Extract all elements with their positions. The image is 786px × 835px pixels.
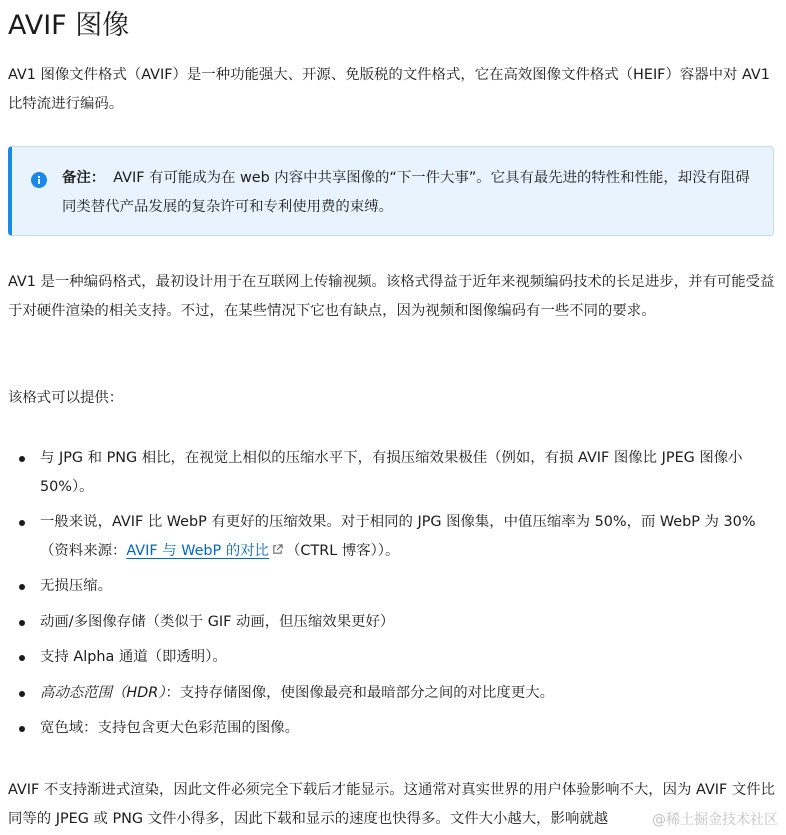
- feature-animation: 动画/多图像存储（类似于 GIF 动画，但压缩效果更好）: [40, 613, 395, 630]
- list-item: [8, 608, 778, 637]
- list-item: [8, 508, 778, 565]
- external-link-icon: [272, 544, 283, 555]
- intro-paragraph: AV1 图像文件格式（AVIF）是一种功能强大、开源、免版税的文件格式，它在高效图像文件格式（HEIF）容器中对 AV1 比特流进行编码。: [8, 67, 770, 112]
- feature-list: [8, 444, 778, 750]
- feature-jpg-png: 与 JPG 和 PNG 相比，在视觉上相似的压缩水平下，有损压缩效果极佳（例如，有损 AVIF 图像比 JPEG 图像小 50%）。: [40, 450, 743, 495]
- feature-webp-source: （CTRL 博客））。: [286, 542, 400, 559]
- feature-alpha: 支持 Alpha 通道（即透明）。: [40, 649, 227, 665]
- feature-hdr-term: 高动态范围（HDR）: [40, 684, 166, 701]
- provides-intro: 该格式可以提供：: [8, 390, 124, 406]
- note-label: 备注：: [62, 170, 106, 186]
- feature-gamut: 宽色域：支持包含更大色彩范围的图像。: [40, 720, 300, 736]
- list-item: [8, 444, 778, 501]
- avif-vs-webp-link[interactable]: AVIF 与 WebP 的对比: [126, 542, 269, 559]
- feature-lossless: 无损压缩。: [40, 578, 112, 594]
- list-item: [8, 572, 778, 601]
- list-item: [8, 679, 778, 708]
- page-title: AVIF 图像: [8, 10, 130, 41]
- note-text: AVIF 有可能成为在 web 内容中共享图像的“下一件大事”。它具有最先进的特性和性能，却没有阻碍同类替代产品发展的复杂许可和专利使用费的束缚。: [62, 170, 750, 215]
- note-callout: [8, 146, 774, 236]
- feature-webp-text: 一般来说，AVIF 比 WebP 有更好的压缩效果。对于相同的 JPG 图像集，中值压缩率为 50%，而 WebP 为 30%（资料来源：: [40, 514, 756, 559]
- watermark: @稀土掘金技术社区: [652, 812, 778, 828]
- list-item: [8, 643, 778, 672]
- feature-hdr-text: ：支持存储图像，使图像最亮和最暗部分之间的对比度更大。: [165, 684, 554, 701]
- note-body: [62, 164, 762, 221]
- progressive-paragraph: AVIF 不支持渐进式渲染，因此文件必须完全下载后才能显示。这通常对真实世界的用户体验影响不大，因为 AVIF 文件比同等的 JPEG 或 PNG 文件小得多，因此下载和显示的速度也快得多。文件大小越大，影响就越: [8, 782, 776, 827]
- list-item: [8, 714, 778, 743]
- av1-paragraph: AV1 是一种编码格式，最初设计用于在互联网上传输视频。该格式得益于近年来视频编码技术的长足进步，并有可能受益于对硬件渲染的相关支持。不过，在某些情况下它也有缺点，因为视频和图像编码有一些不同的要求。: [8, 274, 775, 319]
- info-icon: [31, 172, 47, 188]
